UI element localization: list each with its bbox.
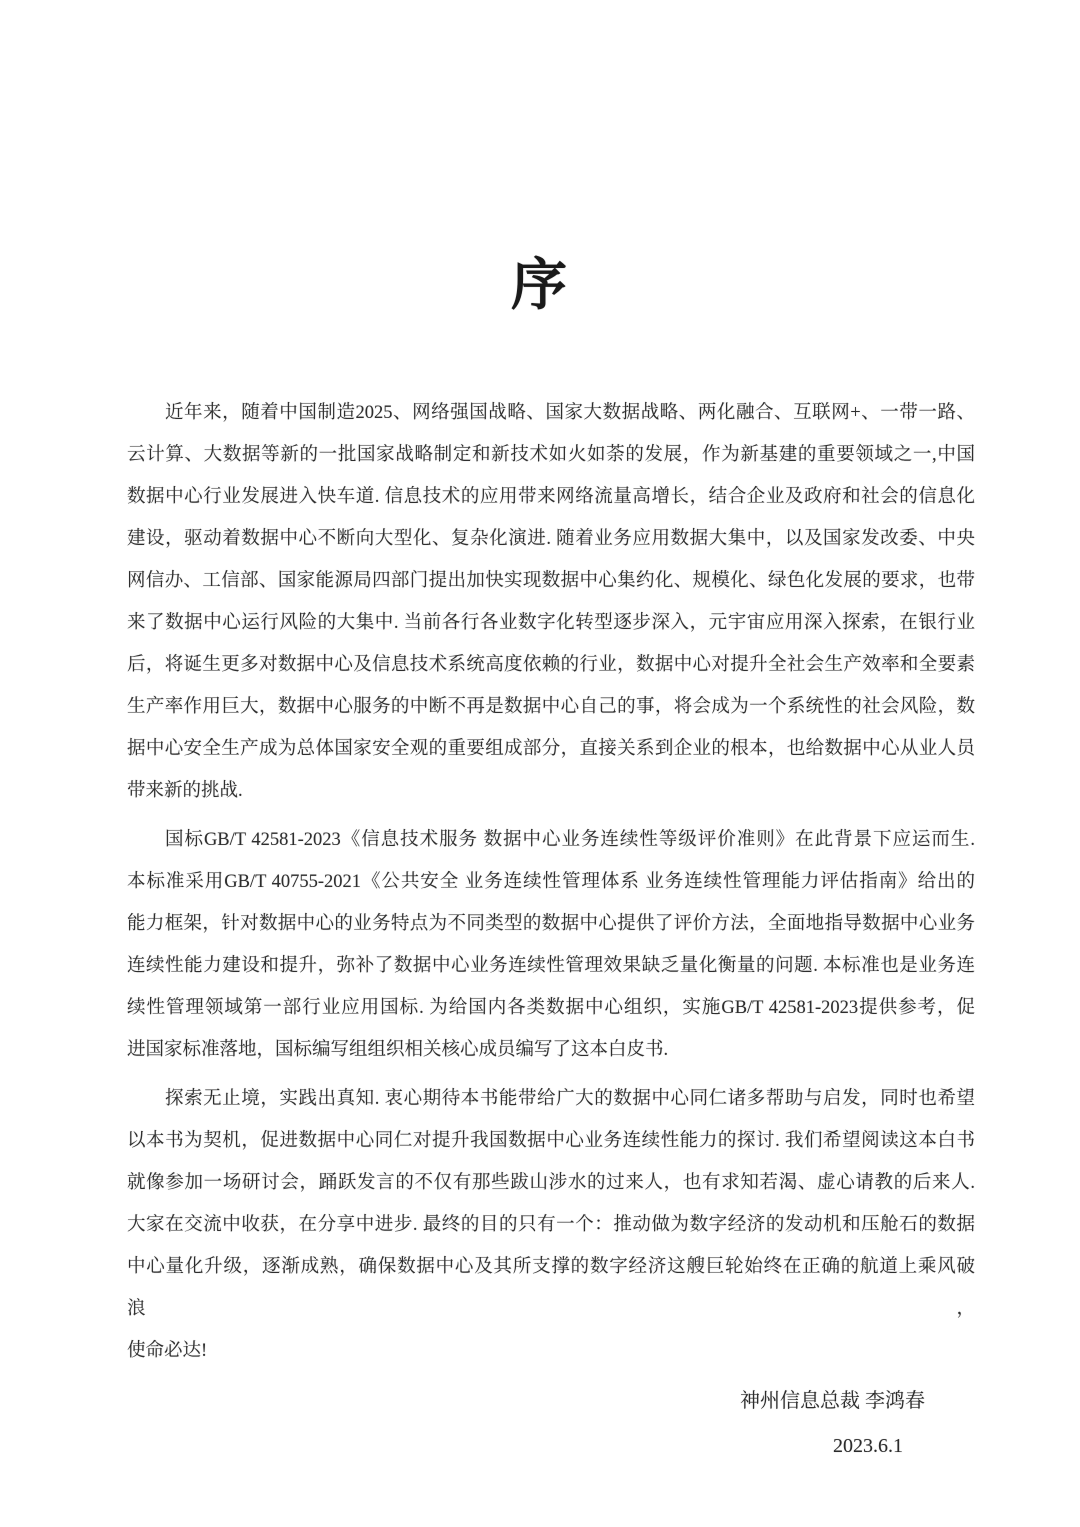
text-line: 带来新的挑战. xyxy=(127,781,243,801)
paragraph-3 xyxy=(127,1078,975,1372)
text-line: 续性管理领域第一部行业应用国标. 为给国内各类数据中心组织，实施GB/T 42581-2023提供参考，促 xyxy=(127,998,975,1018)
text-line: 能力框架，针对数据中心的业务特点为不同类型的数据中心提供了评价方法，全面地指导数据中心业务 xyxy=(127,914,975,934)
page-title: 序 xyxy=(511,255,569,317)
text-line: 网信办、工信部、国家能源局四部门提出加快实现数据中心集约化、规模化、绿色化发展的要求，也带 xyxy=(127,571,975,591)
text-line: 近年来，随着中国制造2025、网络强国战略、国家大数据战略、两化融合、互联网+、一带一路、 xyxy=(165,403,975,423)
paragraph-1 xyxy=(127,392,975,812)
text-line: 进国家标准落地，国标编写组组织相关核心成员编写了这本白皮书. xyxy=(127,1040,669,1060)
text-line: 生产率作用巨大，数据中心服务的中断不再是数据中心自己的事，将会成为一个系统性的社会风险，数 xyxy=(127,697,975,717)
text-line: 国标GB/T 42581-2023《信息技术服务 数据中心业务连续性等级评价准则》在此背景下应运而生. xyxy=(165,830,975,850)
text-line: 据中心安全生产成为总体国家安全观的重要组成部分，直接关系到企业的根本，也给数据中心从业人员 xyxy=(127,739,975,759)
text-line: 中心量化升级，逐渐成熟，确保数据中心及其所支撑的数字经济这艘巨轮始终在正确的航道上乘风破浪， xyxy=(127,1257,975,1319)
text-line: 建设，驱动着数据中心不断向大型化、复杂化演进. 随着业务应用数据大集中，以及国家发改委、中央 xyxy=(127,529,975,549)
text-line: 大家在交流中收获，在分享中进步. 最终的目的只有一个：推动做为数字经济的发动机和压舱石的数据 xyxy=(127,1215,975,1235)
date-line: 2023.6.1 xyxy=(833,1435,903,1457)
text-line: 本标准采用GB/T 40755-2021《公共安全 业务连续性管理体系 业务连续性管理能力评估指南》给出的 xyxy=(127,872,975,892)
text-line: 后，将诞生更多对数据中心及信息技术系统高度依赖的行业，数据中心对提升全社会生产效率和全要素 xyxy=(127,655,975,675)
text-line: 连续性能力建设和提升，弥补了数据中心业务连续性管理效果缺乏量化衡量的问题. 本标准也是业务连 xyxy=(127,956,975,976)
text-line: 探索无止境，实践出真知. 衷心期待本书能带给广大的数据中心同仁诸多帮助与启发，同时也希望 xyxy=(165,1089,975,1109)
text-line: 来了数据中心运行风险的大集中. 当前各行各业数字化转型逐步深入，元宇宙应用深入探索，在银行业 xyxy=(127,613,975,633)
text-line: 使命必达! xyxy=(127,1341,208,1361)
paragraph-2 xyxy=(127,819,975,1071)
document-body xyxy=(127,392,975,1469)
text-line: 以本书为契机，促进数据中心同仁对提升我国数据中心业务连续性能力的探讨. 我们希望阅读这本白书 xyxy=(127,1131,975,1151)
text-line: 云计算、大数据等新的一批国家战略制定和新技术如火如荼的发展，作为新基建的重要领域之一,中国 xyxy=(127,445,975,465)
text-line: 数据中心行业发展进入快车道. 信息技术的应用带来网络流量高增长，结合企业及政府和社会的信息化 xyxy=(127,487,975,507)
signature-line: 神州信息总裁 李鸿春 xyxy=(740,1390,925,1412)
text-line: 就像参加一场研讨会，踊跃发言的不仅有那些跋山涉水的过来人，也有求知若渴、虚心请教的后来人. xyxy=(127,1173,975,1193)
